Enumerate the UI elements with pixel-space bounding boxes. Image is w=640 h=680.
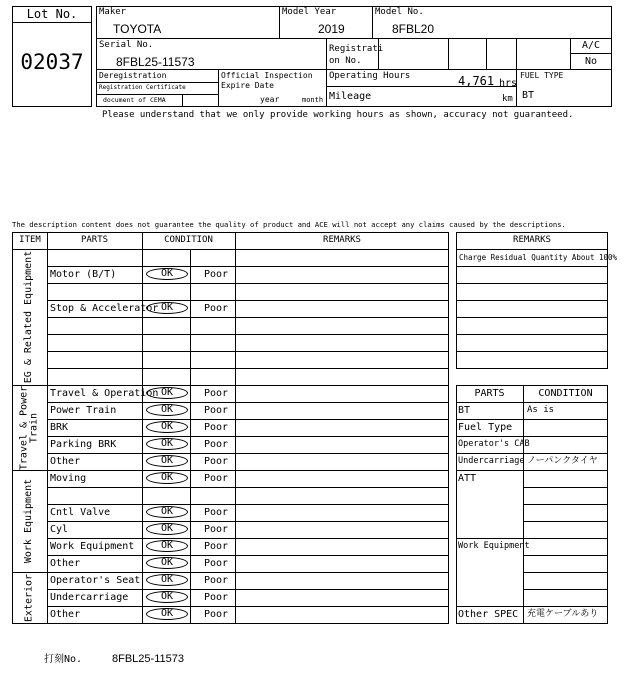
- row-line: [47, 487, 449, 488]
- row-line: [12, 385, 449, 386]
- ok-mark[interactable]: OK: [146, 302, 188, 314]
- part-label: Moving: [50, 473, 87, 484]
- ok-mark[interactable]: OK: [146, 472, 188, 484]
- parts-cell: Undercarriage: [458, 456, 525, 466]
- ac-value: No: [584, 56, 598, 67]
- col-divider-reg4: [486, 38, 487, 69]
- remarks-row-line: [456, 351, 608, 352]
- serial-no-label: Serial No.: [99, 40, 154, 50]
- parts-row-line: [456, 453, 523, 454]
- row-line: [47, 521, 449, 522]
- ok-mark[interactable]: OK: [146, 523, 188, 535]
- row-line: [47, 436, 449, 437]
- fuel-type-label: FUEL TYPE: [520, 71, 564, 80]
- row-line: [12, 470, 449, 471]
- condition-row-line: [523, 555, 608, 556]
- model-no-value: 8FBL20: [392, 22, 435, 36]
- parts-header: PARTS: [474, 388, 505, 399]
- year-label: year: [260, 95, 280, 104]
- operating-hours-label: Operating Hours: [329, 71, 411, 81]
- poor-option[interactable]: Poor: [204, 592, 229, 603]
- section-label: Work Equipment: [23, 478, 34, 564]
- month-label: month: [302, 96, 324, 104]
- poor-option[interactable]: Poor: [204, 524, 229, 535]
- parts-cell: BT: [458, 405, 471, 416]
- row-divider-2b: [326, 69, 612, 70]
- poor-option[interactable]: Poor: [204, 558, 229, 569]
- poor-option[interactable]: Poor: [204, 456, 229, 467]
- row-line: [47, 589, 449, 590]
- maker-value: TOYOTA: [113, 22, 162, 36]
- hours-notice: Please understand that we only provide working hours as shown, accuracy not guaranteed.: [102, 110, 574, 120]
- ok-mark[interactable]: OK: [146, 557, 188, 569]
- poor-option[interactable]: Poor: [204, 388, 229, 399]
- stamp-label: 打刻No.: [44, 654, 83, 665]
- parts-row-line: [456, 436, 523, 437]
- remarks-row-line: [456, 300, 608, 301]
- col-line-condition: [235, 232, 236, 624]
- poor-option[interactable]: Poor: [204, 422, 229, 433]
- ok-mark[interactable]: OK: [146, 506, 188, 518]
- row-line: [47, 283, 449, 284]
- condition-cell: ノーパンクタイヤ: [527, 456, 598, 466]
- condition-cell: 充電ケーブルあり: [527, 609, 599, 619]
- row-line: [47, 368, 449, 369]
- ac-label: A/C: [581, 40, 601, 51]
- maker-label: Maker: [99, 7, 127, 17]
- ok-mark[interactable]: OK: [146, 591, 188, 603]
- remarks-row-line: [456, 283, 608, 284]
- part-label: Other: [50, 609, 81, 620]
- ok-mark[interactable]: OK: [146, 574, 188, 586]
- row-line: [12, 572, 449, 573]
- lot-divider: [12, 22, 92, 23]
- part-label: Work Equipment: [50, 541, 135, 552]
- parts-row-line: [456, 419, 523, 420]
- parts-row-line: [456, 538, 523, 539]
- condition-row-line: [523, 436, 608, 437]
- part-label: Other: [50, 456, 81, 467]
- section-label: Travel & Power Train: [18, 385, 39, 470]
- remarks-row-line: [456, 317, 608, 318]
- row-line: [47, 555, 449, 556]
- col-divider-dereg: [218, 69, 219, 107]
- cema-label: document of CEMA: [103, 96, 166, 104]
- remarks-row-line: [456, 334, 608, 335]
- remarks-row-line: [456, 249, 608, 250]
- part-label: Other: [50, 558, 81, 569]
- part-label: BRK: [50, 422, 69, 433]
- col-divider-reg3: [448, 38, 449, 69]
- ok-mark[interactable]: OK: [146, 540, 188, 552]
- condition-row-line: [523, 504, 608, 505]
- official-inspection-label: Official Inspection Expire Date: [221, 71, 313, 90]
- registration-certificate-label: Registration Certificate: [99, 84, 186, 91]
- remarks-line-1: Charge Residual Quantity About 100%: [459, 253, 618, 262]
- ok-mark[interactable]: OK: [146, 268, 188, 280]
- ac-divider: [570, 53, 612, 54]
- header-underline: [12, 249, 449, 250]
- condition-row-line: [523, 453, 608, 454]
- parts-row-line: [456, 470, 523, 471]
- model-year-value: 2019: [318, 22, 345, 36]
- part-label: Parking BRK: [50, 439, 117, 450]
- model-no-label: Model No.: [375, 7, 424, 17]
- part-label: Cntl Valve: [50, 507, 111, 518]
- row-line: [47, 334, 449, 335]
- operating-hours-value: 4,761: [458, 74, 495, 88]
- stamp-value: 8FBL25-11573: [112, 653, 184, 665]
- ok-mark[interactable]: OK: [146, 608, 188, 620]
- poor-option[interactable]: Poor: [204, 439, 229, 450]
- part-label: Travel & Operation: [50, 388, 159, 399]
- condition-row-line: [523, 419, 608, 420]
- poor-option[interactable]: Poor: [204, 303, 229, 314]
- row-line: [47, 419, 449, 420]
- col-divider-maker: [279, 6, 280, 38]
- lot-no-label: Lot No.: [26, 7, 78, 21]
- hrs-label: hrs: [499, 78, 518, 89]
- dereg-divider-2: [96, 94, 218, 95]
- row-line: [47, 317, 449, 318]
- ok-mark[interactable]: OK: [146, 455, 188, 467]
- poor-option[interactable]: Poor: [204, 541, 229, 552]
- col-divider-fuel: [516, 38, 517, 107]
- row-line: [47, 402, 449, 403]
- col-divider-cema: [182, 94, 183, 107]
- parts-cell: ATT: [458, 473, 477, 484]
- col-divider-reg: [326, 38, 327, 107]
- poor-option[interactable]: Poor: [204, 575, 229, 586]
- ok-mark[interactable]: OK: [146, 404, 188, 416]
- parts-header-line: [456, 402, 608, 403]
- condition-cell: As is: [527, 405, 555, 415]
- remarks-row-line: [456, 266, 608, 267]
- parts-cell: Fuel Type: [458, 422, 513, 433]
- ok-mark[interactable]: OK: [146, 421, 188, 433]
- row-divider-1: [96, 38, 612, 39]
- row-line: [47, 453, 449, 454]
- parts-cell: Other SPEC: [458, 609, 519, 620]
- col-header-remarks: REMARKS: [323, 235, 361, 245]
- row-line: [12, 623, 449, 624]
- lot-no-value: 02037: [20, 50, 84, 74]
- row-line: [47, 351, 449, 352]
- col-header-condition: CONDITION: [164, 235, 213, 245]
- dereg-divider-1: [96, 82, 218, 83]
- row-line: [47, 538, 449, 539]
- part-label: Motor (B/T): [50, 269, 117, 280]
- ok-mark[interactable]: OK: [146, 438, 188, 450]
- model-year-label: Model Year: [282, 7, 337, 17]
- poor-option[interactable]: Poor: [204, 507, 229, 518]
- poor-option[interactable]: Poor: [204, 473, 229, 484]
- row-line: [47, 606, 449, 607]
- poor-option[interactable]: Poor: [204, 609, 229, 620]
- col-header-item: ITEM: [19, 235, 41, 245]
- condition-row-line: [523, 538, 608, 539]
- fuel-type-value: BT: [522, 90, 535, 101]
- part-label: Cyl: [50, 524, 69, 535]
- col-divider-modelyear: [372, 6, 373, 38]
- condition-header: CONDITION: [538, 388, 593, 399]
- section-label: EG & Related Equipment: [23, 250, 34, 384]
- condition-row-line: [523, 521, 608, 522]
- col-header-parts: PARTS: [80, 235, 109, 245]
- condition-row-line: [523, 606, 608, 607]
- parts-cell: Work Equipment: [458, 541, 530, 551]
- part-label: Power Train: [50, 405, 117, 416]
- row-line: [47, 504, 449, 505]
- part-label: Stop & Accelerator: [50, 303, 159, 314]
- condition-row-line: [523, 572, 608, 573]
- row-divider-2a: [96, 69, 326, 70]
- poor-option[interactable]: Poor: [204, 269, 229, 280]
- remarks-header: REMARKS: [513, 235, 551, 245]
- row-line: [47, 300, 449, 301]
- registration-no-label: Registrati on No.: [329, 44, 384, 66]
- part-label: Undercarriage: [50, 592, 129, 603]
- deregistration-label: Deregistration: [99, 71, 167, 80]
- col-line-item: [47, 232, 48, 624]
- ok-mark[interactable]: OK: [146, 387, 188, 399]
- col-line-parts: [142, 232, 143, 624]
- row-line: [47, 266, 449, 267]
- section-label: Exterior: [23, 573, 34, 622]
- parts-row-line: [456, 606, 523, 607]
- parts-cell: Operator's CAB: [458, 439, 530, 449]
- condition-row-line: [523, 470, 608, 471]
- condition-row-line: [523, 589, 608, 590]
- description-notice: The description content does not guarantee the quality of product and ACE will not accept any claims caused by the descriptions.: [12, 220, 566, 229]
- serial-no-value: 8FBL25-11573: [116, 55, 195, 69]
- condition-row-line: [523, 487, 608, 488]
- poor-option[interactable]: Poor: [204, 405, 229, 416]
- mileage-label: Mileage: [329, 91, 372, 102]
- part-label: Operator's Seat: [50, 575, 141, 586]
- km-label: km: [502, 94, 513, 104]
